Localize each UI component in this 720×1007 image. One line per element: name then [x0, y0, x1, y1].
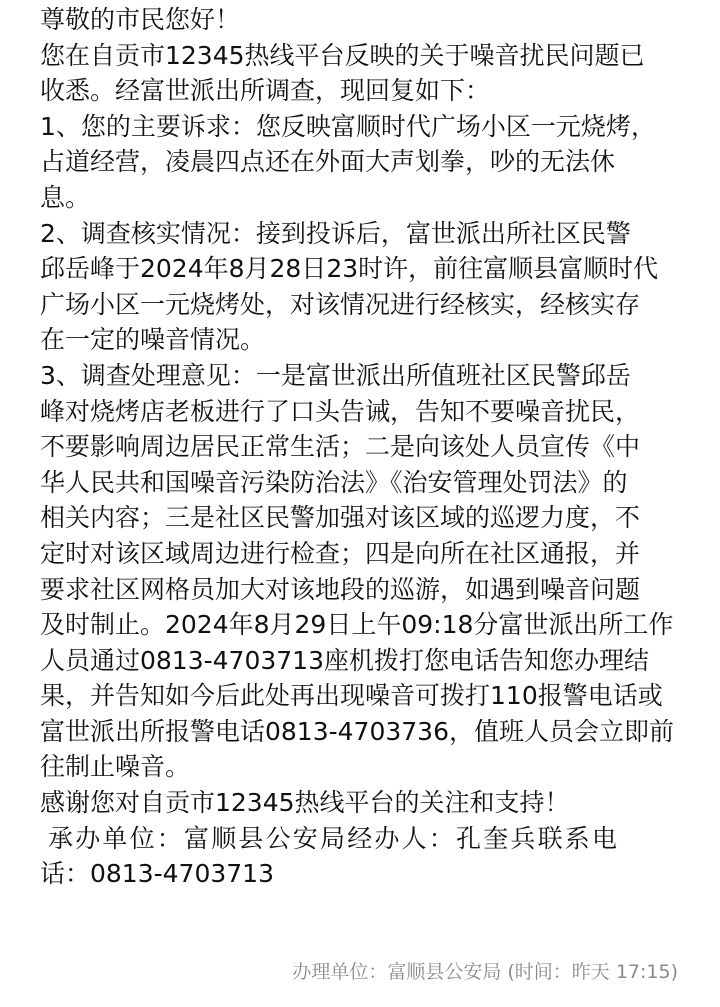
handling-line: 3、调查处理意见：一是富世派出所值班社区民警邱岳: [40, 360, 631, 390]
investigation-line: 2、调查核实情况：接到投诉后，富世派出所社区民警: [40, 218, 631, 248]
investigation-line: 邱岳峰于2024年8月28日23时许，前往富顺县富顺时代: [40, 254, 659, 284]
handler-phone-line: 话：0813-4703713: [40, 859, 274, 889]
handling-line: 不要影响周边居民正常生活；二是向该处人员宣传《中: [40, 432, 641, 462]
complaint-line: 1、您的主要诉求：您反映富顺时代广场小区一元烧烤，: [40, 111, 656, 141]
handling-line: 峰对烧烤店老板进行了口头告诫，告知不要噪音扰民，: [40, 396, 641, 426]
investigation-line: 广场小区一元烧烤处，对该情况进行经核实，经核实存: [40, 289, 641, 319]
handler-info-line: 承办单位：富顺县公安局经办人：孔奎兵联系电: [48, 823, 620, 853]
handling-line: 富世派出所报警电话0813-4703736，值班人员会立即前: [40, 716, 674, 746]
complaint-line: 息。: [40, 182, 91, 212]
complaint-line: 占道经营，凌晨四点还在外面大声划拳，吵的无法休: [40, 147, 616, 177]
handling-line: 华人民共和国噪音污染防治法》《治安管理处罚法》的: [40, 467, 628, 497]
investigation-line: 在一定的噪音情况。: [40, 325, 266, 355]
message-line: 收悉。经富世派出所调查，现回复如下：: [40, 76, 491, 106]
message-line: 您在自贡市12345热线平台反映的关于噪音扰民问题已: [40, 40, 645, 70]
handling-line: 果，并告知如今后此处再出现噪音可拨打110报警电话或: [40, 681, 663, 711]
reply-message-body: [40, 2, 690, 892]
handling-line: 定时对该区域周边进行检查；四是向所在社区通报，并: [40, 538, 641, 568]
thanks-line: 感谢您对自贡市12345热线平台的关注和支持！: [40, 788, 570, 818]
handling-line: 及时制止。2024年8月29日上午09:18分富世派出所工作: [40, 610, 674, 640]
greeting-line: 尊敬的市民您好！: [40, 5, 241, 34]
reply-meta-info: 办理单位：富顺县公安局 (时间：昨天 17:15): [292, 961, 678, 983]
handling-line: 相关内容；三是社区民警加强对该区域的巡逻力度，不: [40, 503, 641, 533]
handling-line: 往制止噪音。: [40, 752, 191, 782]
handling-line: 要求社区网格员加大对该地段的巡游，如遇到噪音问题: [40, 574, 641, 604]
handling-line: 人员通过0813-4703713座机拨打您电话告知您办理结: [40, 645, 649, 675]
